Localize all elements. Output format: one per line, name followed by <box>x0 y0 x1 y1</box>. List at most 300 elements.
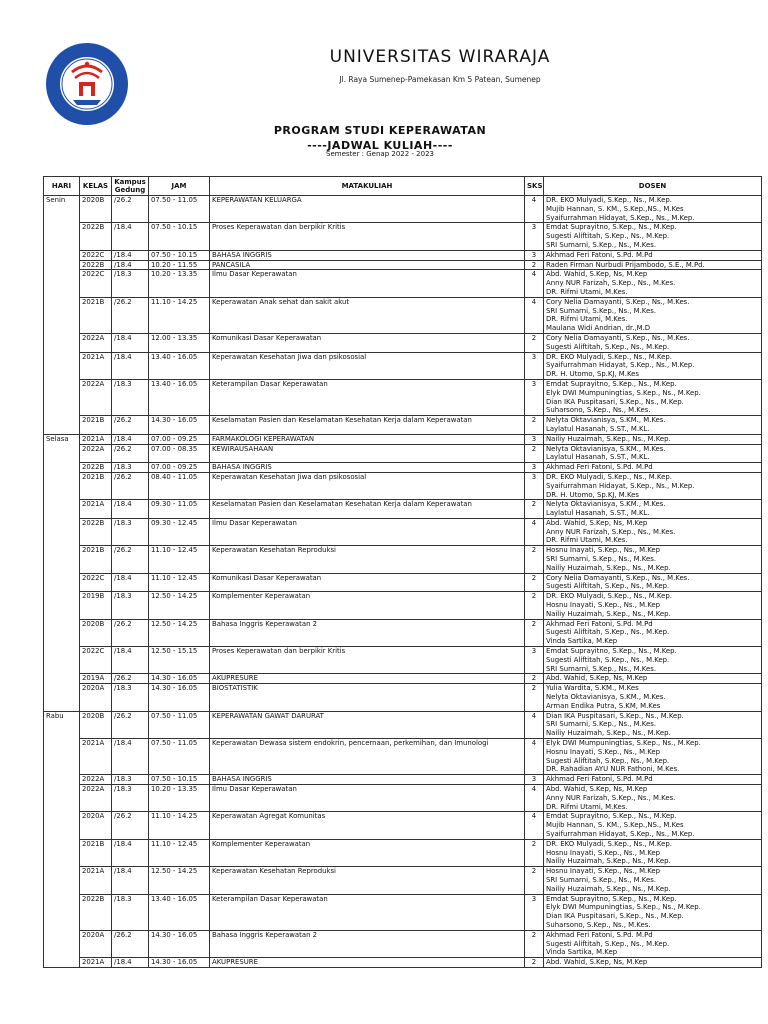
lecturer-cell <box>544 518 762 545</box>
day-cell <box>44 647 80 674</box>
building-cell: /26.2 <box>112 619 149 646</box>
lecturer-name: Vinda Sartika, M.Kep <box>546 948 618 957</box>
course-cell: Keperawatan Dewasa sistem endokrin, pencernaan, perkemihan, dan Imunologi <box>210 739 525 775</box>
class-cell: 2020B <box>80 196 112 223</box>
lecturer-name: Hosnu Inayati, S.Kep., Ns., M.Kep <box>546 546 660 555</box>
course-cell: Keperawatan Kesehatan Jiwa dan psikososial <box>210 472 525 499</box>
building-cell: /18.4 <box>112 867 149 894</box>
day-cell: Senin <box>44 196 80 223</box>
lecturer-cell <box>544 684 762 711</box>
credits-cell: 2 <box>525 500 544 519</box>
table-row <box>44 333 762 352</box>
class-cell: 2019A <box>80 674 112 684</box>
building-cell: /18.4 <box>112 647 149 674</box>
lecturer-name: SRI Sumarni, S.Kep., Ns., M.Kes. <box>546 240 657 249</box>
lecturer-name: Nelyta Oktavianisya, S.KM., M.Kes. <box>546 500 666 509</box>
lecturer-name: Syaifurrahman Hidayat, S.Kep., Ns., M.Kep. <box>546 361 695 370</box>
class-cell: 2022B <box>80 260 112 270</box>
col-kelas: KELAS <box>80 177 112 196</box>
lecturer-name: SRI Sumarni, S.Kep., Ns., M.Kes. <box>546 306 657 315</box>
credits-cell: 2 <box>525 444 544 463</box>
credits-cell: 3 <box>525 463 544 473</box>
day-cell <box>44 592 80 619</box>
class-cell: 2021A <box>80 434 112 444</box>
lecturer-cell <box>544 867 762 894</box>
table-row <box>44 270 762 297</box>
credits-cell: 3 <box>525 352 544 379</box>
lecturer-name: SRI Sumarni, S.Kep., Ns., M.Kes. <box>546 664 657 673</box>
credits-cell: 2 <box>525 333 544 352</box>
time-cell: 11.10 - 14.25 <box>149 297 210 333</box>
col-jam: JAM <box>149 177 210 196</box>
day-cell <box>44 260 80 270</box>
credits-cell: 3 <box>525 379 544 415</box>
table-row <box>44 379 762 415</box>
course-cell: Komunikasi Dasar Keperawatan <box>210 333 525 352</box>
credits-cell: 3 <box>525 434 544 444</box>
time-cell: 12.50 - 14.25 <box>149 592 210 619</box>
course-cell: Komunikasi Dasar Keperawatan <box>210 573 525 592</box>
class-cell: 2021A <box>80 739 112 775</box>
lecturer-name: DR. H. Utomo, Sp.KJ, M.Kes <box>546 370 639 379</box>
building-cell: /18.4 <box>112 958 149 968</box>
day-cell <box>44 518 80 545</box>
university-name: UNIVERSITAS WIRARAJA <box>329 47 551 67</box>
day-cell <box>44 812 80 839</box>
lecturer-cell <box>544 196 762 223</box>
lecturer-cell <box>544 250 762 260</box>
building-cell: /26.2 <box>112 444 149 463</box>
lecturer-cell <box>544 434 762 444</box>
day-cell <box>44 463 80 473</box>
lecturer-name: Yulia Wardita, S.KM., M.Kes <box>546 684 639 693</box>
lecturer-cell <box>544 270 762 297</box>
credits-cell: 4 <box>525 711 544 738</box>
class-cell: 2019B <box>80 592 112 619</box>
table-row <box>44 434 762 444</box>
credits-cell: 3 <box>525 647 544 674</box>
table-row <box>44 775 762 785</box>
credits-cell: 4 <box>525 739 544 775</box>
table-row <box>44 573 762 592</box>
table-row <box>44 500 762 519</box>
credits-cell: 2 <box>525 546 544 573</box>
time-cell: 14.30 - 16.05 <box>149 684 210 711</box>
lecturer-name: Elyk DWI Mumpuningtias, S.Kep., Ns., M.Kep. <box>546 903 701 912</box>
lecturer-name: SRI Sumarni, S.Kep., Ns., M.Kes. <box>546 720 657 729</box>
time-cell: 10.20 - 11.55 <box>149 260 210 270</box>
building-cell: /18.3 <box>112 785 149 812</box>
lecturer-cell <box>544 500 762 519</box>
col-dosen: DOSEN <box>544 177 762 196</box>
lecturer-name: Akhmad Feri Fatoni, S.Pd. M.Pd <box>546 619 653 628</box>
building-cell: /18.4 <box>112 260 149 270</box>
semester-label: Semester : Genap 2022 - 2023 <box>326 150 434 158</box>
table-row <box>44 297 762 333</box>
schedule-subtitle: ----JADWAL KULIAH---- <box>307 139 453 152</box>
lecturer-cell <box>544 333 762 352</box>
course-cell: Keselamatan Pasien dan Keselamatan Kesehatan Kerja dalam Keperawatan <box>210 500 525 519</box>
time-cell: 07.50 - 10.15 <box>149 775 210 785</box>
lecturer-name: DR. Rahadian AYU NUR Fathoni, M.Kes. <box>546 765 680 774</box>
lecturer-name: Mujib Hannan, S. KM., S.Kep.,NS., M.Kes <box>546 821 684 830</box>
class-cell: 2022C <box>80 573 112 592</box>
lecturer-name: Nailiy Huzaimah, S.Kep., Ns., M.Kep. <box>546 563 671 572</box>
lecturer-cell <box>544 416 762 435</box>
lecturer-cell <box>544 297 762 333</box>
day-cell <box>44 958 80 968</box>
table-body <box>44 196 762 968</box>
lecturer-name: DR. H. Utomo, Sp.KJ, M.Kes <box>546 490 639 499</box>
course-cell: Ilmu Dasar Keperawatan <box>210 785 525 812</box>
building-cell: /18.4 <box>112 839 149 866</box>
credits-cell: 4 <box>525 270 544 297</box>
building-cell: /26.2 <box>112 930 149 957</box>
credits-cell: 3 <box>525 775 544 785</box>
course-cell: BIOSTATISTIK <box>210 684 525 711</box>
lecturer-name: Akhmad Feri Fatoni, S.Pd. M.Pd <box>546 463 653 472</box>
class-cell: 2021A <box>80 500 112 519</box>
lecturer-name: Sugesti Aliftitah, S.Kep., Ns., M.Kep. <box>546 939 670 948</box>
credits-cell: 2 <box>525 573 544 592</box>
day-cell <box>44 839 80 866</box>
day-cell <box>44 674 80 684</box>
day-cell <box>44 500 80 519</box>
lecturer-name: Anny NUR Farizah, S.Kep., Ns., M.Kes. <box>546 527 676 536</box>
class-cell: 2022B <box>80 463 112 473</box>
credits-cell: 2 <box>525 260 544 270</box>
lecturer-name: Abd. Wahid, S.Kep, Ns, M.Kep <box>546 785 648 793</box>
time-cell: 07.50 - 11.05 <box>149 196 210 223</box>
day-cell <box>44 333 80 352</box>
lecturer-cell <box>544 775 762 785</box>
time-cell: 13.40 - 16.05 <box>149 379 210 415</box>
lecturer-name: Maulana Widi Andrian, dr.,M.D <box>546 324 651 333</box>
lecturer-name: Syaifurrahman Hidayat, S.Kep., Ns., M.Kep. <box>546 213 695 222</box>
lecturer-name: Sugesti Aliftitah, S.Kep., Ns., M.Kep. <box>546 655 670 664</box>
lecturer-name: Akhmad Feri Fatoni, S.Pd. M.Pd <box>546 775 653 784</box>
course-cell: Keperawatan Kesehatan Jiwa dan psikososial <box>210 352 525 379</box>
lecturer-name: Abd. Wahid, S.Kep, Ns, M.Kep <box>546 958 648 967</box>
lecturer-cell <box>544 379 762 415</box>
university-address: Jl. Raya Sumenep-Pamekasan Km 5 Patean, Sumenep <box>339 75 541 84</box>
lecturer-name: DR. Rifmi Utami, M.Kes. <box>546 287 628 296</box>
course-cell: Keselamatan Pasien dan Keselamatan Kesehatan Kerja dalam Keperawatan <box>210 416 525 435</box>
class-cell: 2021B <box>80 416 112 435</box>
lecturer-cell <box>544 958 762 968</box>
course-cell: Bahasa Inggris Keperawatan 2 <box>210 619 525 646</box>
building-cell: /18.4 <box>112 500 149 519</box>
class-cell: 2022B <box>80 518 112 545</box>
building-cell: /18.3 <box>112 775 149 785</box>
building-cell: /26.2 <box>112 546 149 573</box>
lecturer-name: Abd. Wahid, S.Kep, Ns, M.Kep <box>546 270 648 279</box>
credits-cell: 2 <box>525 839 544 866</box>
lecturer-name: Dian IKA Puspitasari, S.Kep., Ns., M.Kep. <box>546 912 684 921</box>
lecturer-name: Suharsono, S.Kep., Ns., M.Kes. <box>546 920 651 929</box>
lecturer-name: Sugesti Aliftitah, S.Kep., Ns., M.Kep. <box>546 582 670 591</box>
lecturer-name: Nailiy Huzaimah, S.Kep., Ns., M.Kep. <box>546 434 671 443</box>
course-cell: Keperawatan Agregat Komunitas <box>210 812 525 839</box>
building-cell: /18.3 <box>112 463 149 473</box>
lecturer-cell <box>544 894 762 930</box>
day-cell <box>44 270 80 297</box>
day-cell <box>44 739 80 775</box>
course-cell: AKUPRESURE <box>210 674 525 684</box>
credits-cell: 2 <box>525 958 544 968</box>
col-matakuliah: MATAKULIAH <box>210 177 525 196</box>
lecturer-name: Cory Nelia Damayanti, S.Kep., Ns., M.Kes. <box>546 297 690 306</box>
course-cell: Komplementer Keperawatan <box>210 592 525 619</box>
lecturer-name: Raden Firman Nurbudi Prijambodo, S.E., M.Pd. <box>546 260 705 269</box>
day-cell: Selasa <box>44 434 80 444</box>
day-cell <box>44 546 80 573</box>
table-row <box>44 839 762 866</box>
lecturer-name: DR. EKO Mulyadi, S.Kep., Ns., M.Kep. <box>546 196 672 204</box>
lecturer-name: Hosnu Inayati, S.Kep., Ns., M.Kep <box>546 601 660 610</box>
lecturer-cell <box>544 930 762 957</box>
table-row <box>44 518 762 545</box>
course-cell: KEPERAWATAN KELUARGA <box>210 196 525 223</box>
table-row <box>44 352 762 379</box>
time-cell: 07.50 - 11.05 <box>149 739 210 775</box>
class-cell: 2022C <box>80 250 112 260</box>
day-cell <box>44 444 80 463</box>
lecturer-name: Vinda Sartika, M.Kep <box>546 637 618 646</box>
time-cell: 14.30 - 16.05 <box>149 930 210 957</box>
day-cell <box>44 297 80 333</box>
building-cell: /18.3 <box>112 592 149 619</box>
course-cell: Bahasa Inggris Keperawatan 2 <box>210 930 525 957</box>
lecturer-cell <box>544 463 762 473</box>
course-cell: BAHASA INGGRIS <box>210 775 525 785</box>
table-header <box>44 177 762 196</box>
table-row <box>44 546 762 573</box>
building-cell: /26.2 <box>112 674 149 684</box>
lecturer-name: Hosnu Inayati, S.Kep., Ns., M.Kep <box>546 848 660 857</box>
class-cell: 2021B <box>80 839 112 866</box>
class-cell: 2021A <box>80 352 112 379</box>
lecturer-cell <box>544 260 762 270</box>
course-cell: Keperawatan Kesehatan Reproduksi <box>210 867 525 894</box>
col-sks: SKS <box>525 177 544 196</box>
lecturer-name: Hosnu Inayati, S.Kep., Ns., M.Kep <box>546 747 660 756</box>
class-cell: 2022A <box>80 333 112 352</box>
lecturer-cell <box>544 711 762 738</box>
time-cell: 10.20 - 13.35 <box>149 785 210 812</box>
credits-cell: 4 <box>525 812 544 839</box>
course-cell: PANCASILA <box>210 260 525 270</box>
lecturer-cell <box>544 739 762 775</box>
lecturer-name: Sugesti Aliftitah, S.Kep., Ns., M.Kep. <box>546 232 670 241</box>
credits-cell: 3 <box>525 894 544 930</box>
day-cell <box>44 379 80 415</box>
lecturer-name: Syaifurrahman Hidayat, S.Kep., Ns., M.Kep. <box>546 481 695 490</box>
table-row <box>44 196 762 223</box>
class-cell: 2022A <box>80 785 112 812</box>
time-cell: 11.10 - 14.25 <box>149 812 210 839</box>
time-cell: 13.40 - 16.05 <box>149 894 210 930</box>
time-cell: 11.10 - 12.45 <box>149 839 210 866</box>
time-cell: 12.50 - 15.15 <box>149 647 210 674</box>
building-cell: /26.2 <box>112 196 149 223</box>
day-cell <box>44 775 80 785</box>
lecturer-cell <box>544 839 762 866</box>
lecturer-name: Sugesti Aliftitah, S.Kep., Ns., M.Kep. <box>546 628 670 637</box>
course-cell: KEWIRAUSAHAAN <box>210 444 525 463</box>
table-row <box>44 785 762 812</box>
class-cell: 2022C <box>80 270 112 297</box>
class-cell: 2020B <box>80 711 112 738</box>
class-cell: 2020A <box>80 812 112 839</box>
day-cell <box>44 472 80 499</box>
table-row <box>44 739 762 775</box>
day-cell <box>44 250 80 260</box>
building-cell: /18.3 <box>112 684 149 711</box>
lecturer-name: Elyk DWI Mumpuningtias, S.Kep., Ns., M.Kep. <box>546 388 701 397</box>
credits-cell: 2 <box>525 619 544 646</box>
lecturer-name: DR. EKO Mulyadi, S.Kep., Ns., M.Kep. <box>546 352 672 361</box>
table-row <box>44 958 762 968</box>
lecturer-name: Sugesti Aliftitah, S.Kep., Ns., M.Kep. <box>546 756 670 765</box>
course-cell: Keterampilan Dasar Keperawatan <box>210 379 525 415</box>
table-row <box>44 930 762 957</box>
credits-cell: 4 <box>525 785 544 812</box>
lecturer-name: Sugesti Aliftitah, S.Kep., Ns., M.Kep. <box>546 342 670 351</box>
lecturer-name: Nelyta Oktavianisya, S.KM., M.Kes. <box>546 444 666 453</box>
col-hari: HARI <box>44 177 80 196</box>
table-row <box>44 444 762 463</box>
lecturer-cell <box>544 785 762 812</box>
credits-cell: 2 <box>525 684 544 711</box>
table-row <box>44 894 762 930</box>
building-cell: /18.4 <box>112 250 149 260</box>
class-cell: 2022A <box>80 444 112 463</box>
building-cell: /26.2 <box>112 711 149 738</box>
class-cell: 2022B <box>80 894 112 930</box>
building-cell: /26.2 <box>112 416 149 435</box>
lecturer-cell <box>544 352 762 379</box>
lecturer-name: Akhmad Feri Fatoni, S.Pd. M.Pd <box>546 930 653 939</box>
lecturer-cell <box>544 647 762 674</box>
class-cell: 2022A <box>80 379 112 415</box>
day-cell <box>44 867 80 894</box>
time-cell: 11.10 - 12.45 <box>149 546 210 573</box>
day-cell <box>44 930 80 957</box>
lecturer-name: DR. EKO Mulyadi, S.Kep., Ns., M.Kep. <box>546 472 672 481</box>
course-cell: Keterampilan Dasar Keperawatan <box>210 894 525 930</box>
building-cell: /18.3 <box>112 379 149 415</box>
col-gedung: Kampus Gedung <box>112 177 149 196</box>
table-row <box>44 592 762 619</box>
class-cell: 2022C <box>80 647 112 674</box>
class-cell: 2021A <box>80 867 112 894</box>
credits-cell: 4 <box>525 518 544 545</box>
time-cell: 14.30 - 16.05 <box>149 674 210 684</box>
building-cell: /18.4 <box>112 739 149 775</box>
credits-cell: 2 <box>525 416 544 435</box>
course-cell: Proses Keperawatan dan berpikir Kritis <box>210 223 525 250</box>
lecturer-name: Anny NUR Farizah, S.Kep., Ns., M.Kes. <box>546 793 676 802</box>
time-cell: 07.50 - 10.15 <box>149 250 210 260</box>
lecturer-name: Akhmad Feri Fatoni, S.Pd. M.Pd <box>546 250 653 259</box>
lecturer-name: DR. Rifmi Utami, M.Kes. <box>546 536 628 545</box>
building-cell: /18.3 <box>112 894 149 930</box>
time-cell: 07.00 - 09.25 <box>149 434 210 444</box>
lecturer-name: Elyk DWI Mumpuningtias, S.Kep., Ns., M.Kep. <box>546 739 701 748</box>
class-cell: 2021B <box>80 472 112 499</box>
lecturer-name: Laylatul Hasanah, S.ST., M.KL. <box>546 424 650 433</box>
credits-cell: 4 <box>525 196 544 223</box>
time-cell: 12.50 - 14.25 <box>149 867 210 894</box>
lecturer-name: Abd. Wahid, S.Kep, Ns, M.Kep <box>546 518 648 527</box>
course-cell: Ilmu Dasar Keperawatan <box>210 270 525 297</box>
day-cell <box>44 894 80 930</box>
building-cell: /26.2 <box>112 297 149 333</box>
lecturer-name: Emdat Suprayitno, S.Kep., Ns., M.Kep. <box>546 812 677 821</box>
time-cell: 13.40 - 16.05 <box>149 352 210 379</box>
lecturer-name: Laylatul Hasanah, S.ST., M.KL. <box>546 509 650 518</box>
program-title: PROGRAM STUDI KEPERAWATAN <box>273 124 487 137</box>
lecturer-name: Emdat Suprayitno, S.Kep., Ns., M.Kep. <box>546 894 677 903</box>
lecturer-name: Mujib Hannan, S. KM., S.Kep.,NS., M.Kes <box>546 204 684 213</box>
class-cell: 2021B <box>80 546 112 573</box>
table-row <box>44 711 762 738</box>
time-cell: 12.50 - 14.25 <box>149 619 210 646</box>
credits-cell: 4 <box>525 297 544 333</box>
class-cell: 2020A <box>80 930 112 957</box>
table-row <box>44 647 762 674</box>
table-row <box>44 472 762 499</box>
class-cell: 2021A <box>80 958 112 968</box>
time-cell: 09.30 - 11.05 <box>149 500 210 519</box>
lecturer-name: SRI Sumarni, S.Kep., Ns., M.Kes. <box>546 875 657 884</box>
time-cell: 11.10 - 12.45 <box>149 573 210 592</box>
class-cell: 2022A <box>80 775 112 785</box>
course-cell: Keperawatan Anak sehat dan sakit akut <box>210 297 525 333</box>
lecturer-name: Dian IKA Puspitasari, S.Kep., Ns., M.Kep. <box>546 711 684 720</box>
table-row <box>44 416 762 435</box>
credits-cell: 2 <box>525 592 544 619</box>
table-row <box>44 223 762 250</box>
lecturer-name: Nailiy Huzaimah, S.Kep., Ns., M.Kep. <box>546 857 671 866</box>
lecturer-name: Nailiy Huzaimah, S.Kep., Ns., M.Kep. <box>546 609 671 618</box>
day-cell <box>44 416 80 435</box>
course-cell: Ilmu Dasar Keperawatan <box>210 518 525 545</box>
time-cell: 07.50 - 10.15 <box>149 223 210 250</box>
course-cell: Proses Keperawatan dan berpikir Kritis <box>210 647 525 674</box>
credits-cell: 2 <box>525 674 544 684</box>
lecturer-name: Syaifurrahman Hidayat, S.Kep., Ns., M.Kep. <box>546 829 695 838</box>
table-row <box>44 250 762 260</box>
lecturer-name: DR. EKO Mulyadi, S.Kep., Ns., M.Kep. <box>546 839 672 848</box>
lecturer-cell <box>544 619 762 646</box>
day-cell <box>44 684 80 711</box>
building-cell: /18.3 <box>112 518 149 545</box>
course-cell: FARMAKOLOGI KEPERAWATAN <box>210 434 525 444</box>
time-cell: 07.50 - 11.05 <box>149 711 210 738</box>
course-cell: AKUPRESURE <box>210 958 525 968</box>
building-cell: /26.2 <box>112 472 149 499</box>
course-cell: KEPERAWATAN GAWAT DARURAT <box>210 711 525 738</box>
lecturer-name: Hosnu Inayati, S.Kep., Ns., M.Kep <box>546 867 660 876</box>
time-cell: 07.00 - 08.35 <box>149 444 210 463</box>
class-cell: 2020A <box>80 684 112 711</box>
course-cell: BAHASA INGGRIS <box>210 250 525 260</box>
day-cell <box>44 223 80 250</box>
lecturer-name: Emdat Suprayitno, S.Kep., Ns., M.Kep. <box>546 379 677 388</box>
table-row <box>44 260 762 270</box>
